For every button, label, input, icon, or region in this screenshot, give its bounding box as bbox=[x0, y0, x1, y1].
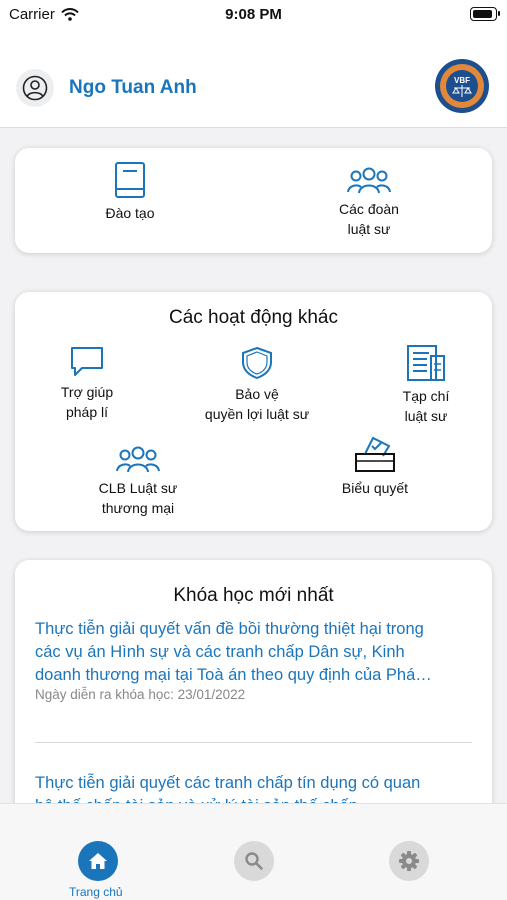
course-title-line: Thực tiễn giải quyết các tranh chấp tín dụng có quan bbox=[35, 774, 421, 792]
app-header bbox=[0, 30, 507, 128]
tab-home[interactable] bbox=[78, 841, 118, 881]
law-magazine-button[interactable] bbox=[381, 344, 471, 426]
law-magazine-label-line2: luật sư bbox=[404, 408, 448, 424]
divider bbox=[35, 742, 472, 743]
lawyer-groups-label-line1: Các đoàn bbox=[339, 201, 399, 217]
ballot-box-icon bbox=[353, 434, 397, 474]
lawyer-rights-button[interactable] bbox=[187, 346, 327, 424]
username: Ngo Tuan Anh bbox=[69, 77, 197, 98]
group-icon bbox=[347, 165, 391, 195]
commercial-lawyers-club-label-line2: thương mại bbox=[101, 500, 175, 516]
course-title-line: doanh thương mại tại Toà án theo quy định của Phá… bbox=[35, 666, 432, 684]
tab-bar bbox=[0, 803, 507, 900]
voting-button[interactable] bbox=[325, 434, 425, 498]
tab-search[interactable] bbox=[234, 841, 274, 881]
clock: 9:08 PM bbox=[225, 6, 282, 23]
latest-courses-card bbox=[15, 560, 492, 820]
legal-aid-button[interactable] bbox=[35, 346, 139, 422]
commercial-lawyers-club-label-line1: CLB Luật sư bbox=[98, 480, 178, 496]
home-icon bbox=[88, 852, 108, 870]
quick-actions-card bbox=[15, 148, 492, 253]
chat-icon bbox=[70, 346, 104, 378]
search-icon bbox=[244, 851, 264, 871]
commercial-lawyers-club-button[interactable] bbox=[83, 444, 193, 518]
training-button[interactable] bbox=[85, 161, 175, 223]
voting-label: Biểu quyết bbox=[341, 480, 409, 496]
law-magazine-label-line1: Tạp chí bbox=[402, 388, 450, 404]
other-activities-title: Các hoạt động khác bbox=[168, 307, 338, 328]
lawyer-rights-label-line1: Bảo vệ bbox=[235, 386, 279, 402]
lawyer-rights-label-line2: quyền lợi luật sư bbox=[204, 406, 310, 422]
gear-icon bbox=[398, 850, 420, 872]
logo-text: VBF bbox=[454, 76, 470, 85]
tab-settings[interactable] bbox=[389, 841, 429, 881]
status-bar bbox=[0, 0, 507, 30]
course-item-1[interactable] bbox=[35, 618, 472, 687]
lawyer-groups-label-line2: luật sư bbox=[347, 221, 391, 237]
other-activities-card bbox=[15, 292, 492, 531]
battery-icon bbox=[470, 7, 497, 21]
bar-federation-logo bbox=[434, 58, 490, 114]
book-icon bbox=[114, 161, 146, 199]
user-icon bbox=[22, 75, 48, 101]
carrier-label: Carrier bbox=[9, 6, 55, 23]
group-icon bbox=[116, 444, 160, 474]
course-title-line: Thực tiễn giải quyết vấn đề bồi thường thiệt hại trong bbox=[35, 620, 424, 638]
newspaper-icon bbox=[405, 344, 447, 382]
legal-aid-label-line1: Trợ giúp bbox=[60, 384, 114, 400]
course-date: Ngày diễn ra khóa học: 23/01/2022 bbox=[35, 687, 246, 702]
avatar[interactable] bbox=[16, 69, 54, 107]
latest-courses-title: Khóa học mới nhất bbox=[173, 585, 334, 606]
training-label: Đào tạo bbox=[105, 205, 155, 221]
tab-home-label: Trang chủ bbox=[69, 885, 123, 899]
lawyer-groups-button[interactable] bbox=[319, 165, 419, 239]
legal-aid-label-line2: pháp lí bbox=[65, 404, 109, 420]
course-title-line: các vụ án Hình sự và các tranh chấp Dân sự, Kinh bbox=[35, 643, 405, 661]
shield-icon bbox=[241, 346, 273, 380]
